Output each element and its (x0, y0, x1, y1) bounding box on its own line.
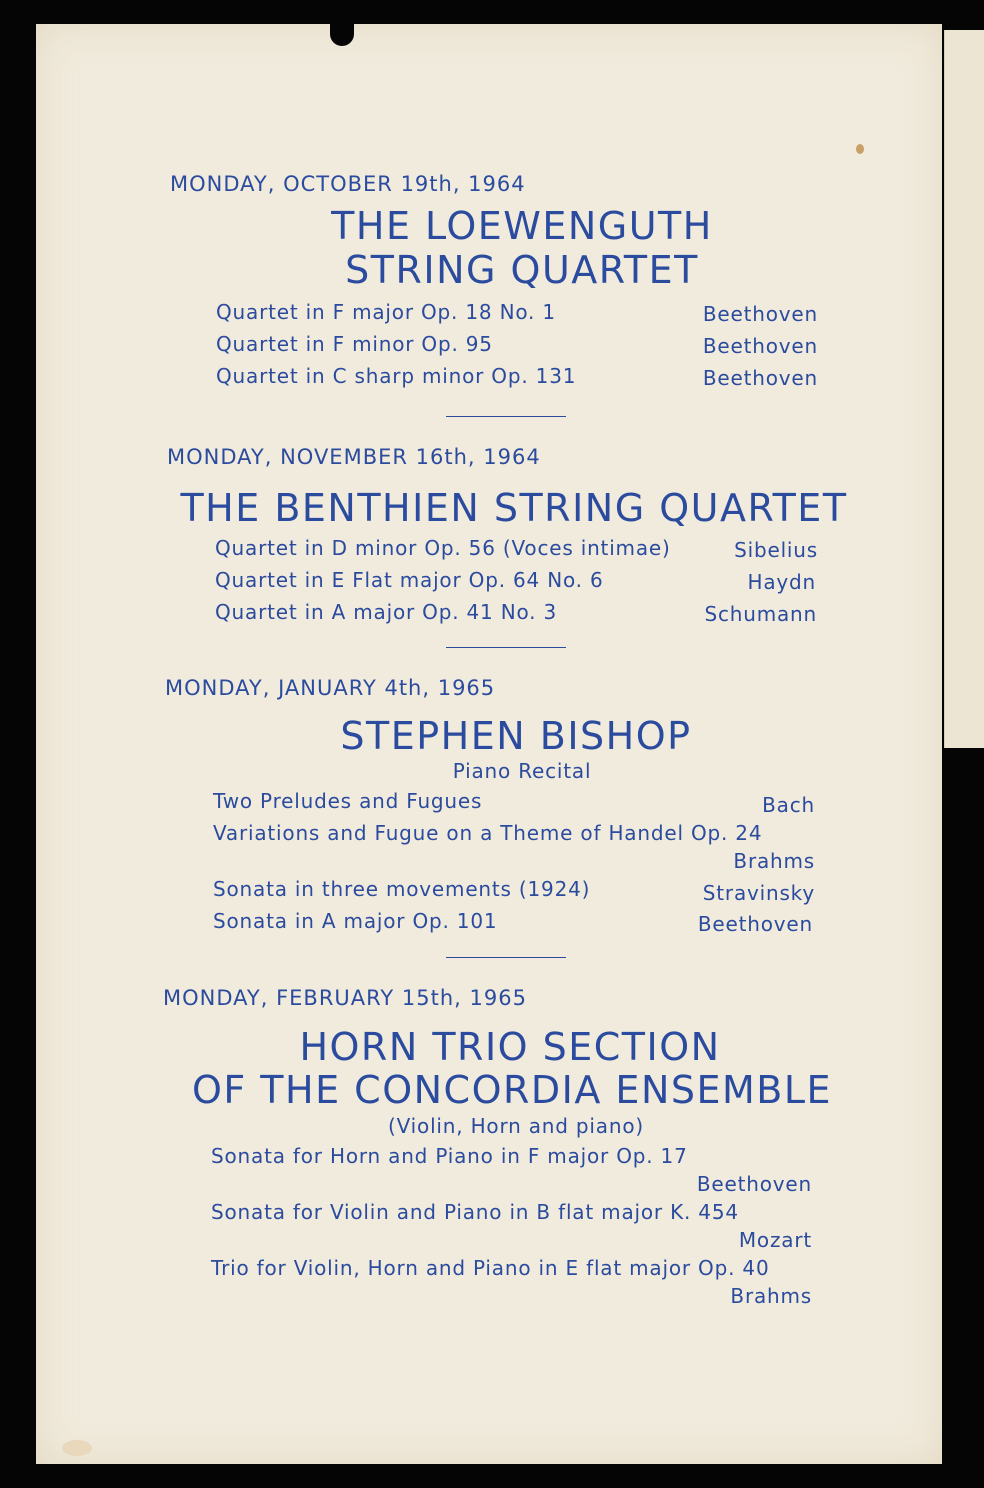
program-composer: Mozart (738, 1228, 812, 1252)
program-composer: Beethoven (702, 302, 818, 326)
program-composer: Bach (762, 793, 815, 817)
concert-title-line: STRING QUARTET (345, 248, 699, 292)
concert-date: MONDAY, OCTOBER 19th, 1964 (170, 172, 526, 196)
section-divider (446, 647, 566, 648)
program-composer: Beethoven (697, 912, 813, 936)
concert-date: MONDAY, JANUARY 4th, 1965 (165, 676, 496, 700)
program-work: Sonata in A major Op. 101 (213, 909, 498, 933)
program-work: Quartet in D minor Op. 56 (Voces intimae) (215, 536, 671, 560)
program-composer: Brahms (733, 849, 815, 873)
program-composer: Schumann (704, 602, 817, 626)
concert-subtitle: (Violin, Horn and piano) (388, 1114, 644, 1138)
program-composer: Beethoven (702, 334, 818, 358)
program-composer: Brahms (730, 1284, 812, 1308)
program-work: Quartet in F minor Op. 95 (216, 332, 493, 356)
program-work: Trio for Violin, Horn and Piano in E flat major Op. 40 (211, 1256, 770, 1280)
concert-date: MONDAY, FEBRUARY 15th, 1965 (163, 986, 527, 1010)
program-work: Sonata for Horn and Piano in F major Op. 17 (211, 1144, 688, 1168)
concert-title-line: THE BENTHIEN STRING QUARTET (180, 486, 848, 530)
stain-spot (62, 1440, 92, 1456)
folded-flap (944, 30, 984, 748)
program-composer: Stravinsky (702, 881, 815, 905)
program-work: Quartet in F major Op. 18 No. 1 (216, 300, 556, 324)
program-work: Quartet in A major Op. 41 No. 3 (215, 600, 558, 624)
program-composer: Beethoven (702, 366, 818, 390)
concert-title-line: HORN TRIO SECTION (299, 1025, 721, 1069)
program-composer: Sibelius (734, 538, 818, 562)
program-work: Quartet in C sharp minor Op. 131 (216, 364, 577, 388)
concert-date: MONDAY, NOVEMBER 16th, 1964 (167, 445, 541, 469)
program-work: Variations and Fugue on a Theme of Handel Op. 24 (213, 821, 763, 845)
program-work: Two Preludes and Fugues (213, 789, 483, 813)
concert-title-line: THE LOEWENGUTH (331, 204, 713, 248)
stain-spot (856, 144, 864, 154)
program-composer: Beethoven (696, 1172, 812, 1196)
program-work: Quartet in E Flat major Op. 64 No. 6 (215, 568, 604, 592)
section-divider (446, 957, 566, 958)
program-composer: Haydn (747, 570, 816, 594)
section-divider (446, 416, 566, 417)
program-work: Sonata in three movements (1924) (213, 877, 591, 901)
concert-subtitle: Piano Recital (452, 759, 592, 783)
concert-title-line: OF THE CONCORDIA ENSEMBLE (191, 1068, 833, 1112)
program-work: Sonata for Violin and Piano in B flat major K. 454 (211, 1200, 739, 1224)
concert-title-line: STEPHEN BISHOP (340, 714, 692, 758)
